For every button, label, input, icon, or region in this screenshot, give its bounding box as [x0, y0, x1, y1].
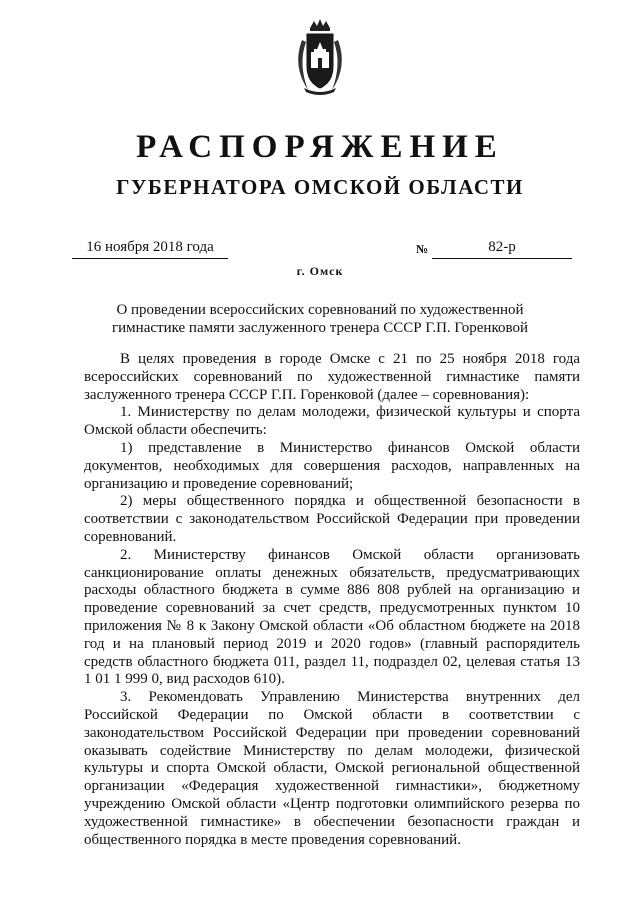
document-body	[84, 351, 580, 849]
paragraph-item-3: 3. Рекомендовать Управлению Министерства внутренних дел Российской Федерации по Омской области в соответствии с законодательством Российской Федерации при проведении соревнований оказывать содействие Министерству по делам молодежи, физической культуры и спорта Омской области, Омской региональной общественной организации «Федерация художественной гимнастики», бюджетному учреждению Омской области «Центр подготовки олимпийского резерва по художественной гимнастике» в обеспечении безопасности граждан и общественного порядка в месте проведения соревнований.	[84, 689, 580, 848]
document-date: 16 ноября 2018 года	[72, 238, 228, 259]
document-heading: О проведении всероссийских соревнований по художественной гимнастике памяти заслуженного тренера СССР Г.П. Горенковой	[112, 302, 528, 336]
document-number: 82-р	[432, 238, 572, 259]
paragraph-item-1: 1. Министерству по делам молодежи, физической культуры и спорта Омской области обеспечить:	[84, 404, 580, 439]
paragraph-preamble: В целях проведения в городе Омске с 21 по 25 ноября 2018 года всероссийских соревнований по художественной гимнастике памяти заслуженного тренера СССР Г.П. Горенковой (далее – соревнования):	[84, 351, 580, 403]
document-city: г. Омск	[296, 264, 344, 278]
paragraph-item-1-2: 2) меры общественного порядка и общественной безопасности в соответствии с законодательством Российской Федерации при проведении соревнований.	[84, 493, 580, 545]
document-title: РАСПОРЯЖЕНИЕ	[136, 129, 504, 165]
number-sign: №	[416, 242, 429, 256]
paragraph-item-1-1: 1) представление в Министерство финансов Омской области документов, необходимых для совершения расходов, направленных на организацию и проведение соревнований;	[84, 439, 580, 492]
paragraph-item-2: 2. Министерству финансов Омской области организовать санкционирование оплаты денежных обязательств, предусматривающих расходы областного бюджета в сумме 886 808 рублей на организацию и проведение соревнований за счет средств, предусмотренных пунктом 10 приложения № 8 к Закону Омской области «Об областном бюджете на 2018 год и на плановый период 2019 и 2020 годов» (главный распорядитель средств областного бюджета 011, раздел 11, подраздел 02, целевая статья 13 1 01 1 999 0, вид расходов 610).	[84, 546, 580, 688]
document-subtitle: ГУБЕРНАТОРА ОМСКОЙ ОБЛАСТИ	[116, 175, 524, 199]
omsk-coat-of-arms-icon	[288, 18, 352, 98]
